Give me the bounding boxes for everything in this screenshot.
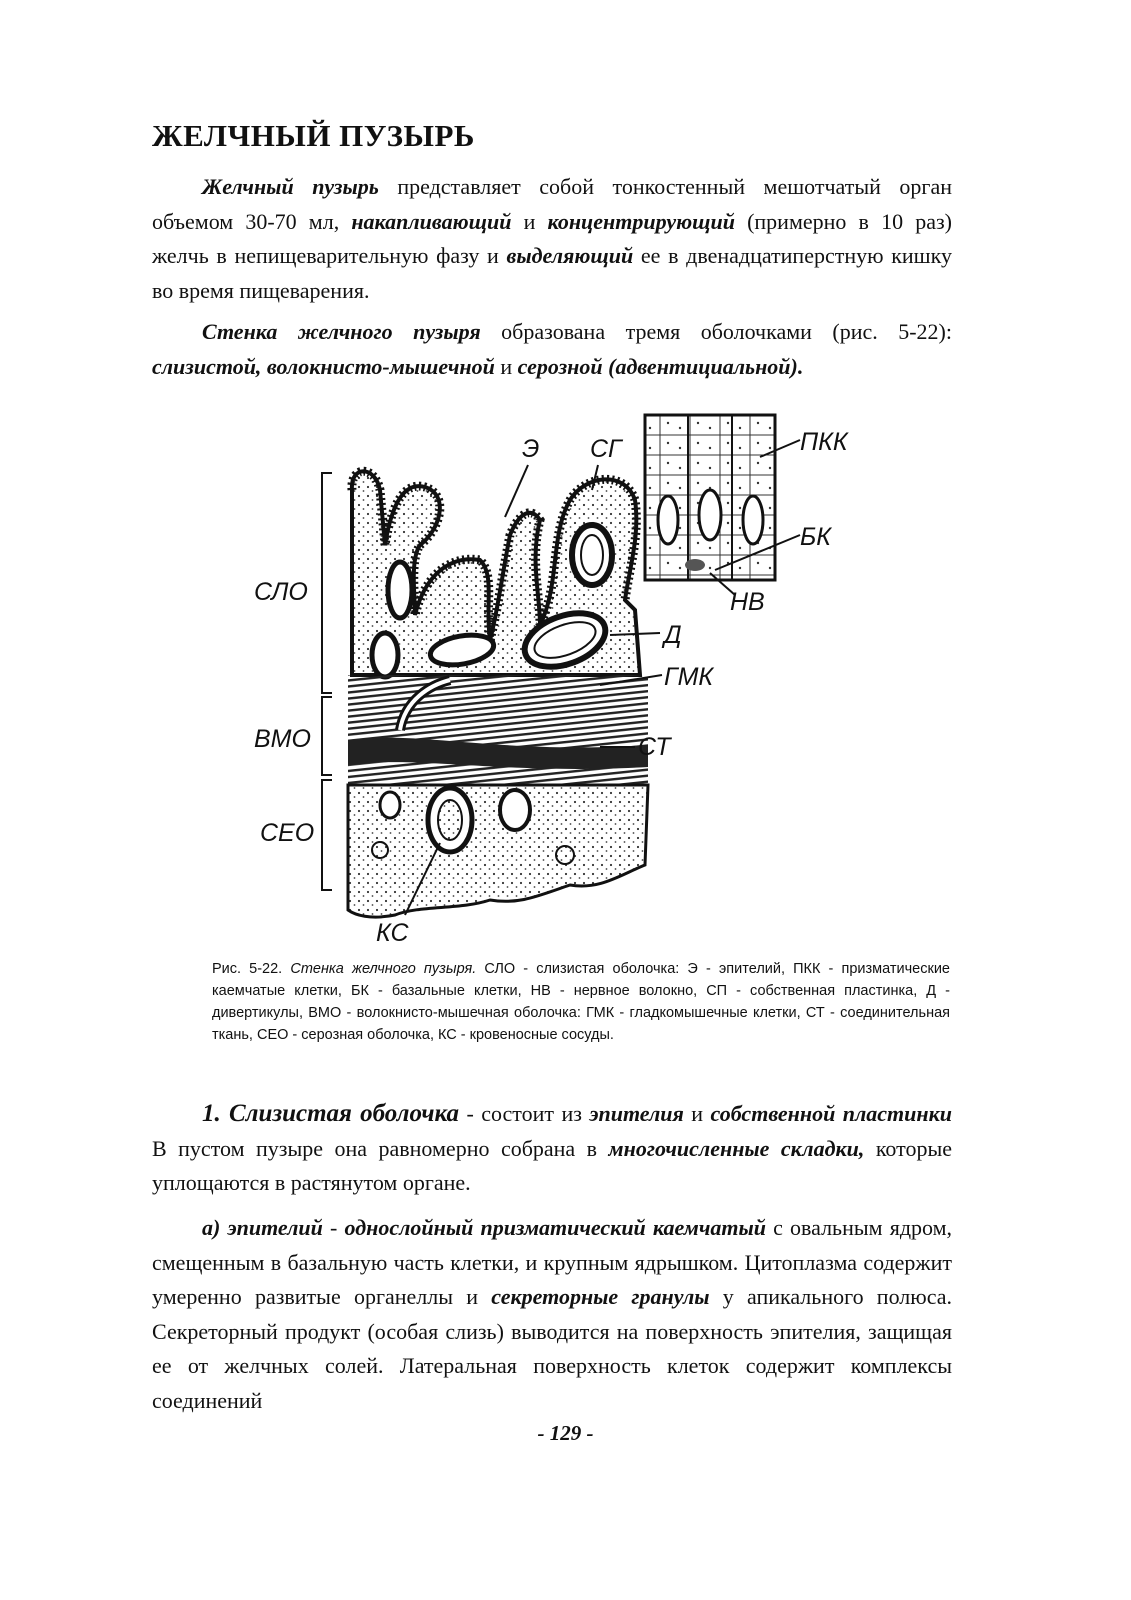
epithelium-inset-drawing bbox=[645, 415, 775, 580]
page-title: ЖЕЛЧНЫЙ ПУЗЫРЬ bbox=[152, 118, 475, 153]
term-gallbladder: Желчный пузырь bbox=[202, 174, 379, 199]
mucosa-paragraph bbox=[152, 1097, 952, 1201]
term-serous: серозной (адвентициальной). bbox=[517, 353, 804, 379]
term-accumulating: накапливающий bbox=[351, 208, 512, 234]
text-span: В пустом пузыре она равномерно собрана в bbox=[152, 1135, 609, 1161]
label-vmo: ВМО bbox=[254, 725, 311, 753]
text-span: и bbox=[511, 208, 548, 234]
label-sg: СГ bbox=[590, 435, 622, 463]
text-span: (примерно в 10 раз) желчь в непищеварительную фазу и bbox=[152, 208, 952, 268]
label-bk: БК bbox=[800, 523, 832, 551]
label-pkk: ПКК bbox=[800, 428, 848, 456]
text-span: с овальным ядром, смещенным в базальную часть клетки, и крупным ядрышком. Цитоплазма содержит умеренно развитые органеллы и bbox=[152, 1215, 953, 1309]
layer-brackets bbox=[322, 473, 332, 890]
term-columnar: однослойный призматический каемчатый bbox=[344, 1215, 766, 1240]
page-number: - 129 - bbox=[537, 1421, 594, 1445]
label-gmk: ГМК bbox=[664, 663, 714, 691]
label-nv: НВ bbox=[730, 588, 765, 616]
label-st: СТ bbox=[638, 733, 671, 761]
label-ks: КС bbox=[376, 919, 409, 947]
wall-paragraph bbox=[152, 315, 952, 384]
text-span: и bbox=[683, 1101, 711, 1126]
muscle-layer-drawing bbox=[348, 675, 648, 785]
label-d: Д bbox=[664, 621, 682, 649]
label-seo: СЕО bbox=[260, 819, 315, 847]
caption-number: Рис. 5-22. bbox=[212, 961, 291, 977]
label-slo: СЛО bbox=[254, 578, 308, 606]
label-e: Э bbox=[522, 435, 540, 463]
text-span: образована тремя оболочками (рис. 5-22): bbox=[480, 319, 952, 344]
text-span: - состоит из bbox=[459, 1101, 590, 1126]
section-heading-mucosa: 1. Слизистая оболочка bbox=[202, 1100, 459, 1127]
serosa-drawing bbox=[348, 785, 648, 917]
caption-text: СЛО - слизистая оболочка: Э - эпителий, ПКК - призматические каемчатые клетки, БК - базальные клетки, НВ - нервное волокно, СП - собственная пластинка, Д - дивертикулы, ВМО - волокнисто-мышечная оболочка: ГМК - гладкомышечные клетки, СТ - соединительная ткань, СЕО - серозная оболочка, КС - кровеносные сосуды. bbox=[212, 961, 950, 1043]
term-layers: слизистой, волокнисто-мышечной bbox=[152, 353, 495, 379]
term-epithelium: эпителия bbox=[589, 1101, 684, 1126]
text-span: у апикального полюса. Секреторный продукт (особая слизь) выводится на поверхность эпителия, защищая ее от желчных солей. Латеральная поверхность клеток содержит комплексы соединений bbox=[152, 1284, 952, 1413]
figure-caption bbox=[212, 958, 950, 1046]
subheading-epithelium: а) эпителий bbox=[202, 1215, 323, 1240]
text-span: ее в двенадцатиперстную кишку во время пищеварения. bbox=[152, 243, 952, 303]
text-span: которые уплощаются в растянутом органе. bbox=[152, 1135, 953, 1195]
intro-paragraph bbox=[152, 170, 952, 308]
term-granules: секреторные гранулы bbox=[491, 1284, 710, 1309]
term-wall: Стенка желчного пузыря bbox=[202, 319, 481, 344]
text-span: и bbox=[494, 353, 518, 379]
term-secreting: выделяющий bbox=[506, 243, 634, 268]
term-lamina: собственной пластинки bbox=[710, 1101, 952, 1126]
epithelium-paragraph bbox=[152, 1211, 952, 1418]
text-span: представляет собой тонкостенный мешотчатый орган объемом 30-70 мл, bbox=[152, 174, 952, 234]
gallbladder-wall-figure bbox=[240, 395, 900, 955]
term-concentrating: концентрирующий bbox=[547, 208, 735, 234]
text-span: - bbox=[322, 1215, 345, 1240]
caption-title: Стенка желчного пузыря. bbox=[290, 961, 477, 977]
term-folds: многочисленные складки, bbox=[608, 1135, 865, 1161]
mucosa-drawing bbox=[352, 471, 640, 677]
